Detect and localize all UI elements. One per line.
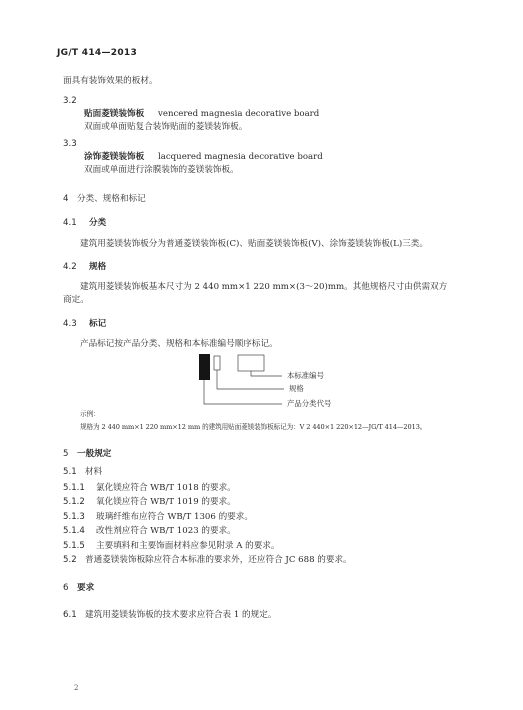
section-5-1-2-number: 5.1.2 <box>63 497 85 507</box>
section-4-1-title: 分类 <box>89 218 107 228</box>
section-5-1-number: 5.1 <box>63 467 77 477</box>
section-3-2-term-cn: 贴面菱镁装饰板 <box>84 109 145 119</box>
section-4-2-text-line2: 商定。 <box>63 295 89 305</box>
section-4-number: 4 <box>63 194 69 204</box>
standard-code-header: JG/T 414—2013 <box>57 48 138 58</box>
section-5-1-5-number: 5.1.5 <box>63 541 85 551</box>
label-specification: 规格 <box>289 384 304 393</box>
section-3-2-definition: 双面或单面贴复合装饰贴面的菱镁装饰板。 <box>84 122 248 132</box>
example-label: 示例： <box>80 410 100 418</box>
section-5-1-4-number: 5.1.4 <box>63 526 85 536</box>
section-4-2-title: 规格 <box>89 262 107 272</box>
label-category-code: 产品分类代号 <box>287 399 332 408</box>
section-4-2-number: 4.2 <box>63 262 77 272</box>
section-4-1-number: 4.1 <box>63 218 77 228</box>
section-6-number: 6 <box>63 583 69 593</box>
section-4-3-title: 标记 <box>89 319 107 329</box>
section-6-1-number: 6.1 <box>63 610 77 620</box>
section-5-1-1-number: 5.1.1 <box>63 483 85 493</box>
section-5-2-text: 普通菱镁装饰板除应符合本标准的要求外，还应符合 JC 688 的要求。 <box>85 555 352 565</box>
spec-leader <box>217 370 284 389</box>
section-5-1-1-text: 氯化镁应符合 WB/T 1018 的要求。 <box>96 483 236 493</box>
section-5-1-3-number: 5.1.3 <box>63 512 85 522</box>
section-3-3-term-cn: 涂饰菱镁装饰板 <box>84 152 145 162</box>
standard-number-box <box>238 355 264 371</box>
standard-number-leader <box>251 371 282 376</box>
section-6-title: 要求 <box>77 583 95 593</box>
section-5-2-number: 5.2 <box>63 555 77 565</box>
section-6-1-text: 建筑用菱镁装饰板的技术要求应符合表 1 的规定。 <box>85 610 277 620</box>
section-4-3-text: 产品标记按产品分类、规格和本标准编号顺序标记。 <box>80 339 278 349</box>
label-standard-number: 本标准编号 <box>287 371 324 380</box>
section-5-1-title: 材料 <box>85 467 103 477</box>
category-code-block <box>199 354 210 380</box>
section-5-1-5-text: 主要填料和主要饰面材料应参见附录 A 的要求。 <box>96 541 280 551</box>
section-3-3-definition: 双面或单面进行涂膜装饰的菱镁装饰板。 <box>84 165 239 175</box>
page-number: 2 <box>74 684 79 692</box>
category-code-leader <box>204 380 282 404</box>
section-3-2-term-en: vencered magnesia decorative board <box>158 109 320 119</box>
section-5-1-2-text: 氧化镁应符合 WB/T 1019 的要求。 <box>96 497 236 507</box>
example-text: 规格为 2 440 mm×1 220 mm×12 mm 的建筑用贴面菱镁装饰板标记为：V 2 440×1 220×12—JG/T 414—2013。 <box>80 423 427 431</box>
section-4-1-text: 建筑用菱镁装饰板分为普通菱镁装饰板(C)、贴面菱镁装饰板(V)、涂饰菱镁装饰板(L)三类。 <box>80 239 428 249</box>
section-3-2-number: 3.2 <box>63 96 77 106</box>
section-5-1-3-text: 玻璃纤维布应符合 WB/T 1306 的要求。 <box>96 512 253 522</box>
section-5-title: 一般规定 <box>77 449 112 459</box>
section-4-2-text-line1: 建筑用菱镁装饰板基本尺寸为 2 440 mm×1 220 mm×(3～20)mm。其他规格尺寸由供需双方 <box>80 282 448 292</box>
spec-box <box>214 356 220 370</box>
section-3-3-term-en: lacquered magnesia decorative board <box>158 152 323 162</box>
section-4-title: 分类、规格和标记 <box>77 194 146 204</box>
continuation-text: 面具有装饰效果的板材。 <box>63 76 158 86</box>
section-5-number: 5 <box>63 449 69 459</box>
section-3-3-number: 3.3 <box>63 139 77 149</box>
section-4-3-number: 4.3 <box>63 319 77 329</box>
section-5-1-4-text: 改性剂应符合 WB/T 1023 的要求。 <box>96 526 236 536</box>
